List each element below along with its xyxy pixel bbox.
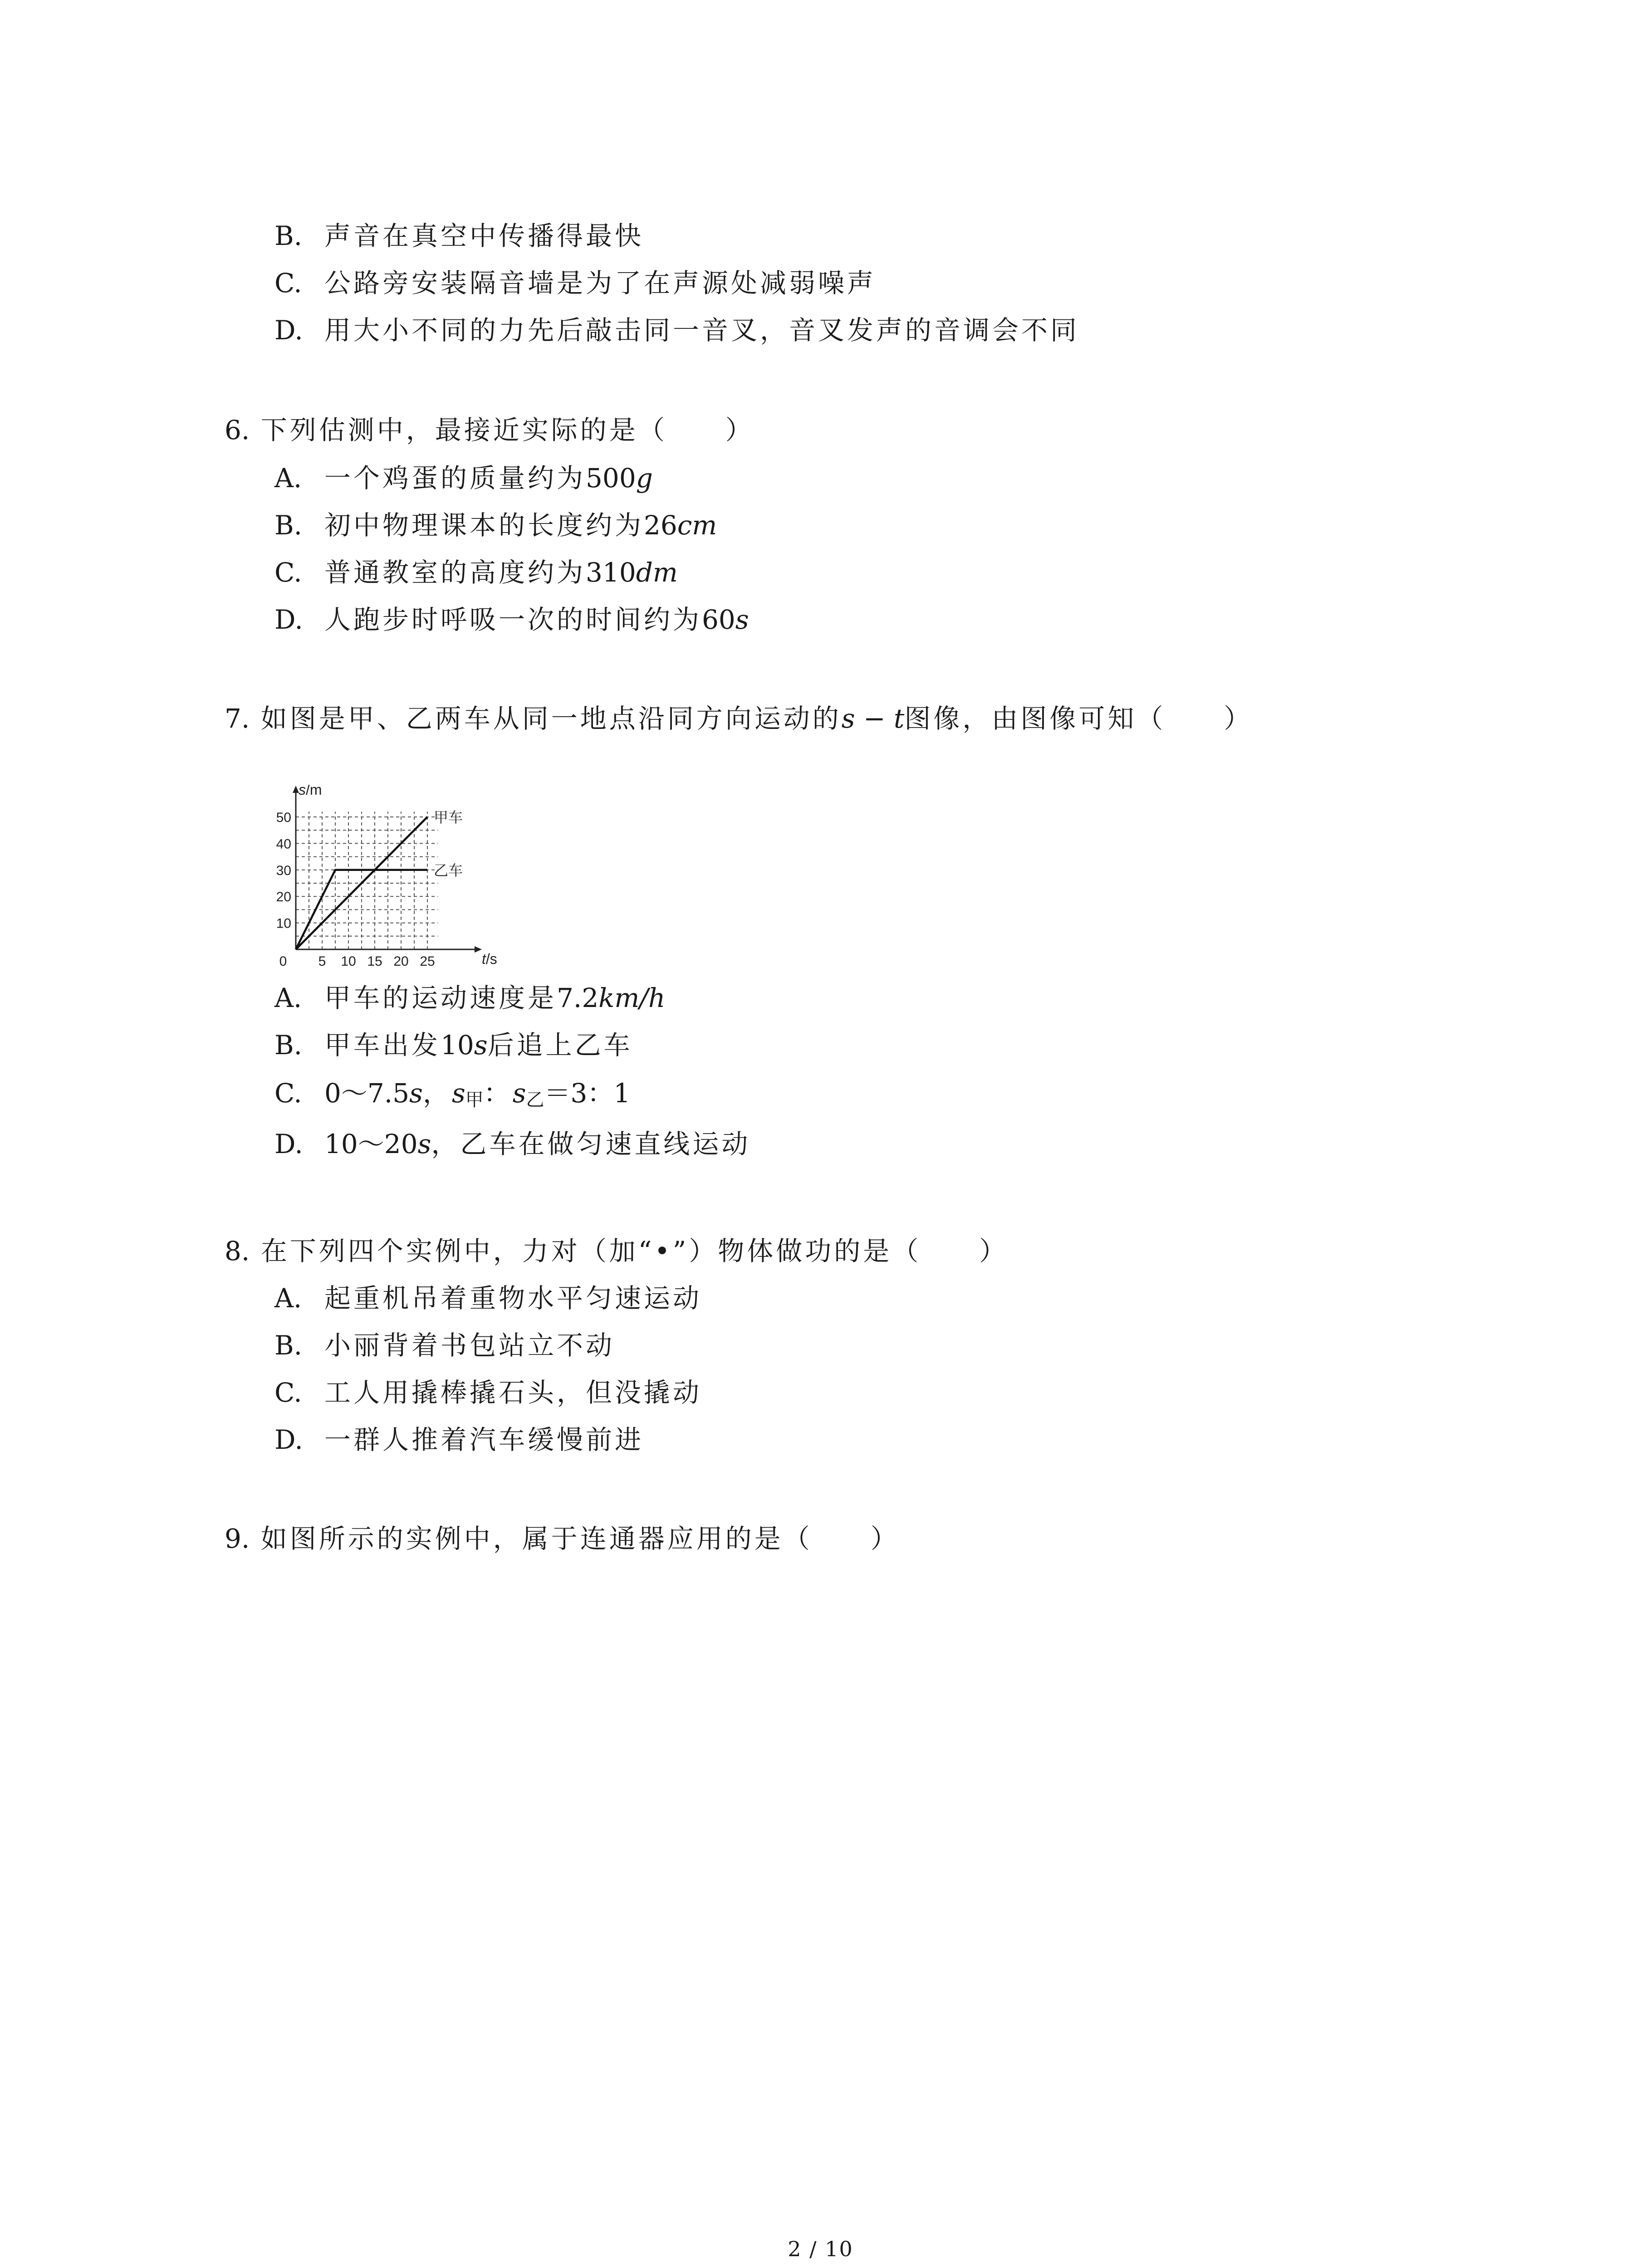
y-tick-label: 50 [276,810,291,825]
q6-stem: 6. 下列估测中，最接近实际的是（ ） [225,415,754,445]
q8-option-c: C. 工人用撬棒撬石头，但没撬动 [274,1377,702,1408]
x-tick-label: 15 [367,954,382,969]
q7-stem: 7. 如图是甲、乙两车从同一地点沿同方向运动的s − t图像，由图像可知（ ） [225,703,1253,734]
y-tick-label: 40 [276,836,291,852]
q8-option-d: D. 一群人推着汽车缓慢前进 [274,1424,644,1455]
q8-stem: 8. 在下列四个实例中，力对（加“•”）物体做功的是（ ） [225,1236,1009,1266]
series-label-jia: 甲车 [434,809,463,826]
page-number: 2 / 10 [788,2237,853,2261]
y-tick-label: 30 [276,863,291,878]
x-tick-label: 20 [393,954,409,969]
q6-option-b: B. 初中物理课本的长度约为26cm [274,510,717,541]
x-tick-label: 5 [318,954,326,969]
q5-option-d: D. 用大小不同的力先后敲击同一音叉，音叉发声的音调会不同 [274,315,1080,346]
x-tick-label: 10 [341,954,356,969]
x-axis-arrow [475,946,482,953]
y-tick-label: 10 [276,916,291,931]
x-axis-label: t/s [482,951,497,967]
y-axis-label: s/m [299,785,322,798]
y-tick-label: 20 [276,890,291,905]
q7-option-c: C. 0～7.5s，$s_甲$：$s_乙=3$：1 [274,1078,631,1110]
q5-option-c: C. 公路旁安装隔音墙是为了在声源处减弱噪声 [274,268,877,298]
x-tick-label: 25 [420,954,435,969]
q6-option-c: C. 普通教室的高度约为310dm [274,557,678,588]
q7-option-d: D. 10～20s，乙车在做匀速直线运动 [274,1129,751,1159]
s-t-chart [272,785,526,971]
series-label-yi: 乙车 [434,862,463,879]
chart-axes [293,785,497,967]
q9-stem: 9. 如图所示的实例中，属于连通器应用的是（ ） [225,1523,900,1554]
x-tick-label: 0 [279,954,287,969]
q6-option-d: D. 人跑步时呼吸一次的时间约为60s [274,604,749,635]
q7-option-b: B. 甲车出发10s后追上乙车 [274,1030,633,1061]
q6-option-a: A. 一个鸡蛋的质量约为500g [274,463,653,494]
q5-option-b: B. 声音在真空中传播得最快 [274,220,644,251]
q7-option-a: A. 甲车的运动速度是7.2km/h [274,982,666,1013]
y-axis-arrow [293,786,299,793]
q8-option-b: B. 小丽背着书包站立不动 [274,1330,615,1361]
q8-option-a: A. 起重机吊着重物水平匀速运动 [274,1283,702,1314]
